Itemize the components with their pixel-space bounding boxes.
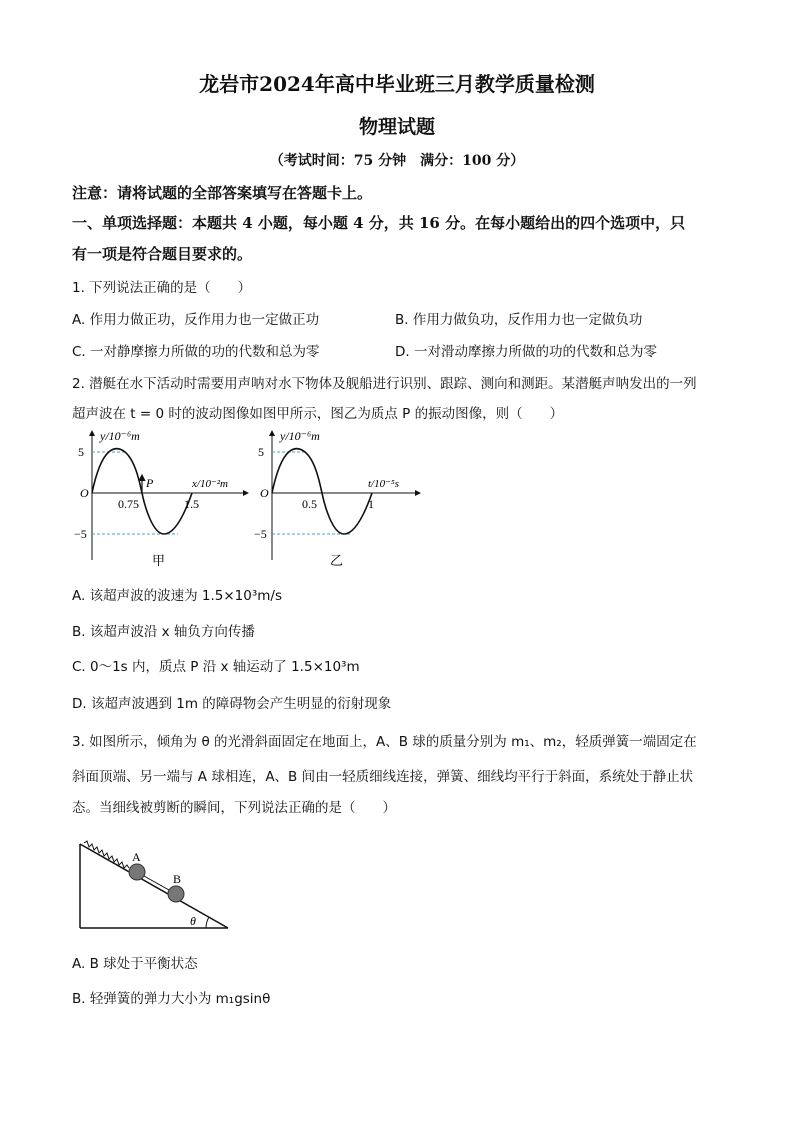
- caption-jia: 甲: [152, 553, 166, 568]
- origin-label: O: [260, 486, 269, 500]
- vibration-graph-yi: [250, 425, 430, 570]
- tick-075: 0.75: [118, 497, 139, 511]
- ball-b: [168, 886, 184, 902]
- q1-option-a: A. 作用力做正功，反作用力也一定做正功: [72, 312, 320, 328]
- incline-surface: [80, 844, 228, 928]
- q3-option-b: B. 轻弹簧的弹力大小为 m₁gsinθ: [72, 991, 271, 1007]
- q2-option-a: A. 该超声波的波速为 1.5×10³m/s: [72, 588, 282, 604]
- wave-graph-jia: [70, 425, 250, 570]
- label-b: B: [173, 872, 182, 886]
- subject-title: 物理试题: [358, 116, 435, 138]
- section-heading-line1: 一、单项选择题：本题共 4 小题，每小题 4 分，共 16 分。在每小题给出的四个选项中，只: [72, 214, 686, 232]
- q3-option-a: A. B 球处于平衡状态: [72, 956, 198, 972]
- angle-arc: [206, 917, 209, 928]
- notice: 注意：请将试题的全部答案填写在答题卡上。: [72, 184, 373, 202]
- tick-15: 1.5: [184, 497, 199, 511]
- tick-1: 1: [368, 497, 374, 511]
- q2-option-c: C. 0～1s 内，质点 P 沿 x 轴运动了 1.5×10³m: [72, 659, 360, 675]
- point-p-label: P: [146, 476, 154, 490]
- q1-option-c: C. 一对静摩擦力所做的功的代数和总为零: [72, 344, 320, 360]
- exam-title: 龙岩市2024年高中毕业班三月教学质量检测: [199, 72, 595, 96]
- q2-option-b: B. 该超声波沿 x 轴负方向传播: [72, 624, 255, 640]
- q1-option-b: B. 作用力做负功，反作用力也一定做负功: [395, 312, 643, 328]
- q2-stem-line2: 超声波在 t = 0 时的波动图像如图甲所示，图乙为质点 P 的振动图像，则（ ）: [72, 406, 564, 422]
- y-bottom-label: −5: [254, 527, 267, 541]
- q3-stem-line2: 斜面顶端、另一端与 A 球相连，A、B 间由一轻质细线连接，弹簧、细线均平行于斜面，系统处于静止状: [72, 769, 694, 785]
- y-top-label: 5: [258, 445, 264, 459]
- ylabel: y/10⁻⁶m: [280, 429, 320, 443]
- caption-yi: 乙: [330, 553, 344, 568]
- q1-stem: 1. 下列说法正确的是（ ）: [72, 280, 252, 296]
- q1-option-d: D. 一对滑动摩擦力所做的功的代数和总为零: [395, 344, 657, 360]
- origin-label: O: [80, 486, 89, 500]
- xlabel: x/10⁻²m: [192, 478, 228, 490]
- y-bottom-label: −5: [74, 527, 87, 541]
- section-heading-line2: 有一项是符合题目要求的。: [72, 245, 253, 263]
- tick-05: 0.5: [302, 497, 317, 511]
- spring: [84, 841, 129, 868]
- vibration-curve: [272, 449, 372, 534]
- q2-option-d: D. 该超声波遇到 1m 的障碍物会产生明显的衍射现象: [72, 696, 392, 712]
- y-top-label: 5: [78, 445, 84, 459]
- incline-figure: [70, 828, 235, 933]
- label-a: A: [132, 850, 141, 864]
- ylabel: y/10⁻⁶m: [100, 429, 140, 443]
- q3-stem-line1: 3. 如图所示，倾角为 θ 的光滑斜面固定在地面上，A、B 球的质量分别为 m₁、m₂，轻质弹簧一端固定在: [72, 734, 697, 750]
- exam-meta: （考试时间：75 分钟 满分：100 分）: [269, 153, 525, 169]
- angle-label: θ: [190, 914, 196, 928]
- q2-stem-line1: 2. 潜艇在水下活动时需要用声呐对水下物体及舰船进行识别、跟踪、测向和测距。某潜艇声呐发出的一列: [72, 376, 697, 392]
- tlabel: t/10⁻⁵s: [368, 478, 400, 490]
- ball-a: [129, 864, 145, 880]
- q3-stem-line3: 态。当细线被剪断的瞬间，下列说法正确的是（ ）: [72, 800, 396, 816]
